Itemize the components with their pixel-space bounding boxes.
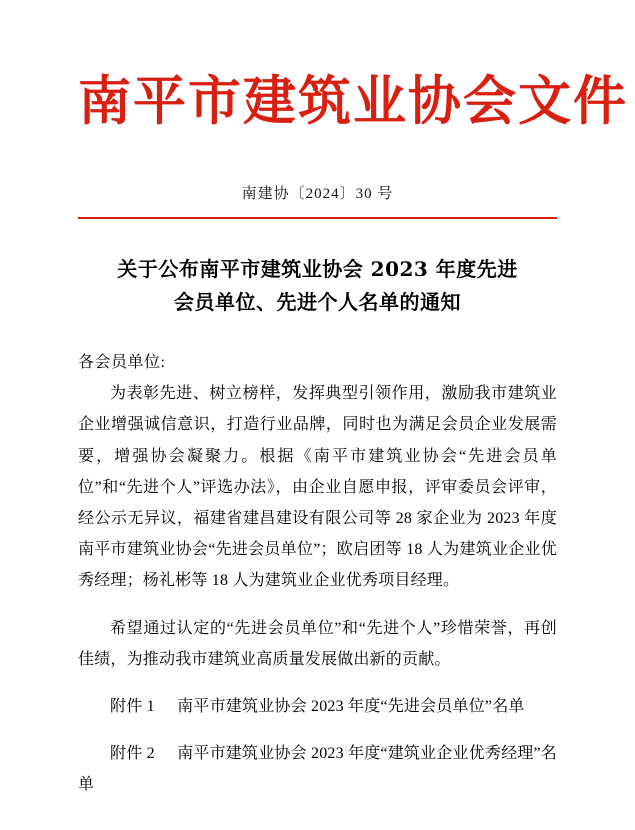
document-subject-line-2: 会员单位、先进个人名单的通知 bbox=[174, 290, 461, 315]
attachment-item-1 bbox=[78, 691, 557, 722]
document-number: 南建协〔2024〕30 号 bbox=[241, 186, 394, 203]
attachment-1-text: 南平市建筑业协会 2023 年度“先进会员单位”名单 bbox=[177, 697, 525, 715]
document-header-title: 南平市建筑业协会文件 bbox=[78, 70, 628, 132]
document-paragraph-2: 希望通过认定的“先进会员单位”和“先进个人”珍惜荣誉，再创佳绩，为推动我市建筑业高质量发展做出新的贡献。 bbox=[78, 619, 557, 668]
document-subject bbox=[78, 253, 557, 319]
red-divider-rule bbox=[78, 217, 557, 219]
document-salutation: 各会员单位: bbox=[78, 354, 166, 372]
attachment-item-2 bbox=[78, 738, 557, 800]
document-paragraph-1: 为表彰先进、树立榜样，发挥典型引领作用，激励我市建筑业企业增强诚信意识，打造行业品牌，同时也为满足会员企业发展需要，增强协会凝聚力。根据《南平市建筑业协会“先进会员单位”和“先进个人”评选办法》，由企业自愿申报，评审委员会评审，经公示无异议，福建省建昌建设有限公司等 28 家企业为 2023 年度南平市建筑业协会“先进会员单位”；欧启团等 18 人为建筑业企业优秀经理；杨礼彬等 18 人为建筑业企业优秀项目经理。 bbox=[78, 385, 557, 590]
attachment-1-label: 附件 1 bbox=[110, 697, 155, 715]
document-subject-line-1: 关于公布南平市建筑业协会 2023 年度先进 bbox=[117, 257, 518, 282]
attachment-2-text: 南平市建筑业协会 2023 年度“建筑业企业优秀经理”名单 bbox=[78, 745, 558, 794]
attachment-2-label: 附件 2 bbox=[110, 745, 155, 763]
